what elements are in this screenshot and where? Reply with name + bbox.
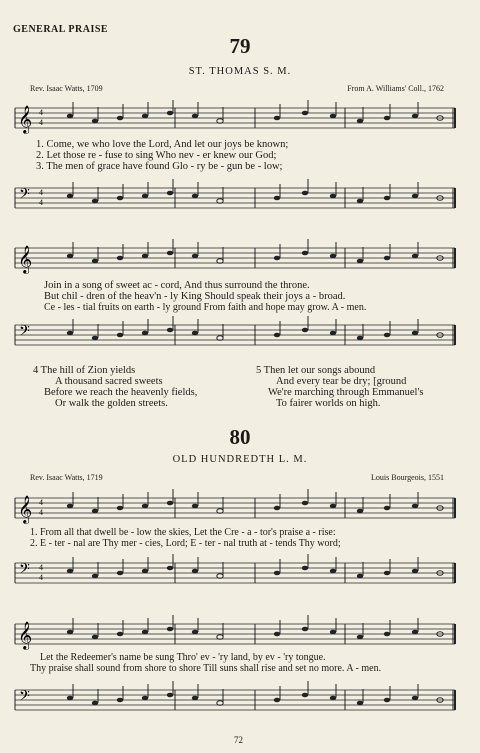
hymn-79-title: ST. THOMAS S. M. — [188, 66, 292, 77]
hymn-80-number: 80 — [229, 425, 251, 449]
page-number: 72 — [234, 735, 243, 745]
hymn-79-number: 79 — [229, 34, 251, 58]
svg-text:𝄞: 𝄞 — [18, 105, 33, 133]
svg-text:𝄢: 𝄢 — [19, 323, 30, 343]
stanza-4-line-1: 4 The hill of Zion yields — [33, 365, 136, 376]
svg-text:4: 4 — [39, 198, 43, 207]
hymn-79-treble-staff-2 — [13, 234, 463, 278]
hymn-80-treble-staff-1 — [13, 486, 463, 530]
hymn-79-verse-2-line-2: But chil - dren of the heav'n - ly King Should speak their joys a - broad. — [44, 291, 346, 302]
svg-text:4: 4 — [39, 108, 43, 117]
stanza-5-line-4: To fairer worlds on high. — [276, 398, 381, 409]
hymn-79-author: Rev. Isaac Watts, 1709 — [30, 84, 103, 93]
hymn-80-source: Louis Bourgeois, 1551 — [371, 473, 444, 482]
stanza-4-line-4: Or walk the golden streets. — [55, 398, 168, 409]
svg-text:4: 4 — [39, 188, 43, 197]
hymn-79-verse-1-line-2: Join in a song of sweet ac - cord, And thus surround the throne. — [44, 280, 310, 291]
hymn-80-verse-1-line-2: Let the Redeemer's name be sung Thro' ev - 'ry land, by ev - 'ry tongue. — [40, 652, 326, 663]
hymn-80-bass-staff-1 — [13, 553, 463, 597]
hymn-80-author: Rev. Isaac Watts, 1719 — [30, 473, 103, 482]
hymn-80-verse-1-line-1: 1. From all that dwell be - low the skies, Let the Cre - a - tor's praise a - rise: — [30, 527, 336, 538]
svg-text:𝄞: 𝄞 — [18, 495, 33, 523]
hymn-80-title: OLD HUNDREDTH L. M. — [172, 454, 308, 465]
section-header: GENERAL PRAISE — [13, 24, 109, 35]
hymn-79-verse-2-line-1: 2. Let those re - fuse to sing Who nev - er knew our God; — [36, 150, 277, 161]
hymn-80-bass-staff-2 — [13, 678, 463, 722]
hymn-79-verse-3-line-2: Ce - les - tial fruits on earth - ly ground From faith and hope may grow. A - men. — [44, 302, 367, 313]
stanza-4-line-2: A thousand sacred sweets — [55, 376, 163, 387]
svg-text:4: 4 — [39, 573, 43, 582]
stanza-4-line-3: Before we reach the heavenly fields, — [44, 387, 198, 398]
stanza-5-line-1: 5 Then let our songs abound — [256, 365, 376, 376]
svg-text:4: 4 — [39, 118, 43, 127]
svg-text:𝄢: 𝄢 — [19, 561, 30, 581]
svg-text:𝄞: 𝄞 — [18, 245, 33, 273]
svg-text:𝄢: 𝄢 — [19, 688, 30, 708]
hymn-79-treble-staff-1 — [13, 100, 463, 140]
svg-text:𝄞: 𝄞 — [18, 621, 33, 649]
hymn-80-treble-staff-2 — [13, 610, 463, 654]
hymn-79-verse-1-line-1: 1. Come, we who love the Lord, And let our joys be known; — [36, 139, 289, 150]
hymn-79-verse-3-line-1: 3. The men of grace have found Glo - ry be - gun be - low; — [36, 161, 283, 172]
hymn-79-bass-staff-1 — [13, 178, 463, 222]
svg-text:4: 4 — [39, 563, 43, 572]
svg-text:𝄢: 𝄢 — [19, 186, 30, 206]
svg-text:4: 4 — [39, 498, 43, 507]
hymn-80-verse-2-line-2: Thy praise shall sound from shore to shore Till suns shall rise and set no more. A - men. — [30, 663, 382, 674]
hymn-79-source: From A. Williams' Coll., 1762 — [347, 84, 444, 93]
svg-text:4: 4 — [39, 508, 43, 517]
hymn-80-verse-2-line-1: 2. E - ter - nal are Thy mer - cies, Lord; E - ter - nal truth at - tends Thy word; — [30, 538, 341, 549]
stanza-5-line-2: And every tear be dry; [ground — [276, 376, 407, 387]
hymn-79-bass-staff-2 — [13, 315, 463, 359]
stanza-5-line-3: We're marching through Emmanuel's — [268, 387, 424, 398]
